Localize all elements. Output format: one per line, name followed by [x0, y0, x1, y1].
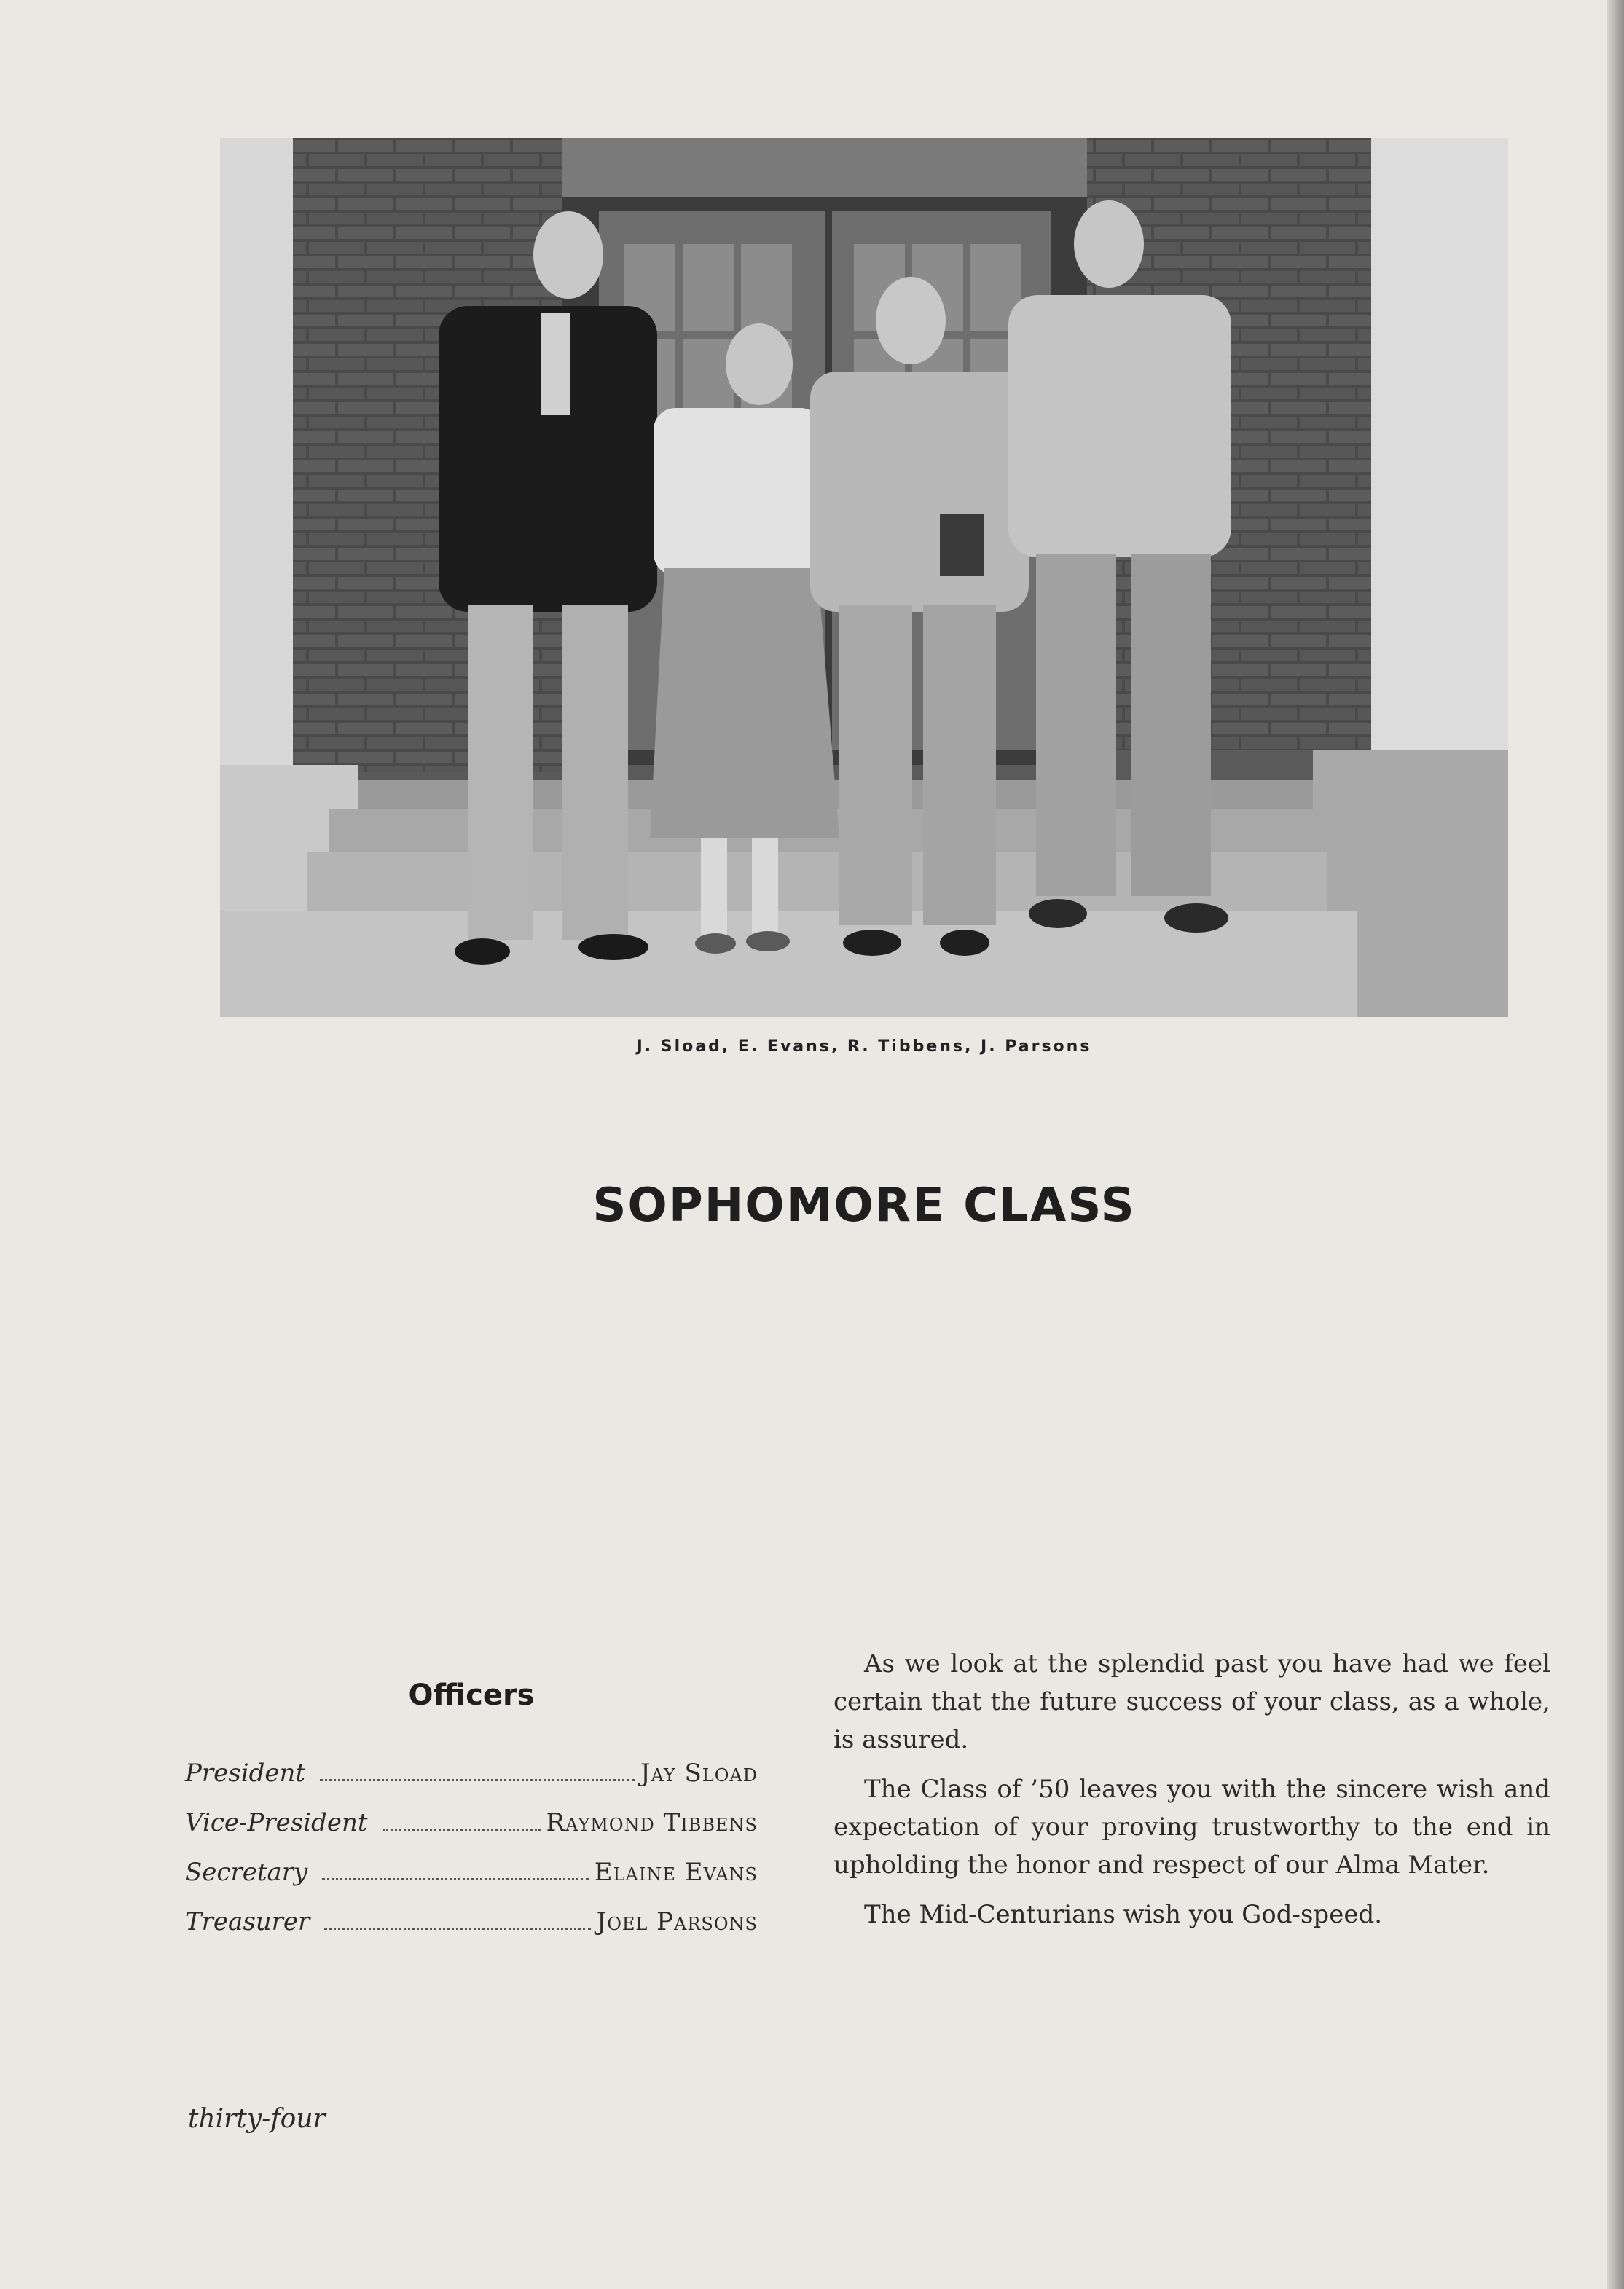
officers-list: [185, 1759, 758, 1957]
officer-row-president: [185, 1759, 758, 1808]
leader-dots: [383, 1829, 541, 1831]
officer-name: Elaine Evans: [594, 1858, 758, 1887]
page-number: thirty-four: [188, 2104, 326, 2134]
leader-dots: [320, 1779, 635, 1781]
officer-name: Joel Parsons: [596, 1907, 758, 1936]
page-title: SOPHOMORE CLASS: [592, 1179, 1136, 1233]
leader-dots: [322, 1878, 589, 1880]
photo-caption: J. Sload, E. Evans, R. Tibbens, J. Parsons: [636, 1037, 1092, 1056]
class-message: [833, 1645, 1550, 1945]
officer-row-vice-president: [185, 1808, 758, 1858]
officer-row-treasurer: [185, 1907, 758, 1957]
class-officers-photo: [220, 138, 1508, 1017]
page-edge-shadow: [1607, 0, 1624, 2289]
officers-heading: Officers: [408, 1679, 535, 1712]
officer-role: President: [185, 1759, 306, 1788]
leader-dots: [324, 1928, 590, 1930]
officer-row-secretary: [185, 1858, 758, 1907]
officer-role: Secretary: [185, 1858, 308, 1887]
officer-name: Jay Sload: [640, 1759, 758, 1788]
message-paragraph: As we look at the splendid past you have had we feel certain that the future success of your class, as a whole, is assured.: [833, 1649, 1550, 1754]
message-paragraph: The Class of ’50 leaves you with the sincere wish and expectation of your proving trustworthy to the end in upholding the honor and respect of our Alma Mater.: [833, 1775, 1550, 1880]
message-paragraph: The Mid-Centurians wish you God-speed.: [864, 1900, 1383, 1929]
officer-name: Raymond Tibbens: [546, 1808, 758, 1837]
officer-role: Treasurer: [185, 1907, 310, 1936]
officer-role: Vice-President: [185, 1808, 368, 1837]
